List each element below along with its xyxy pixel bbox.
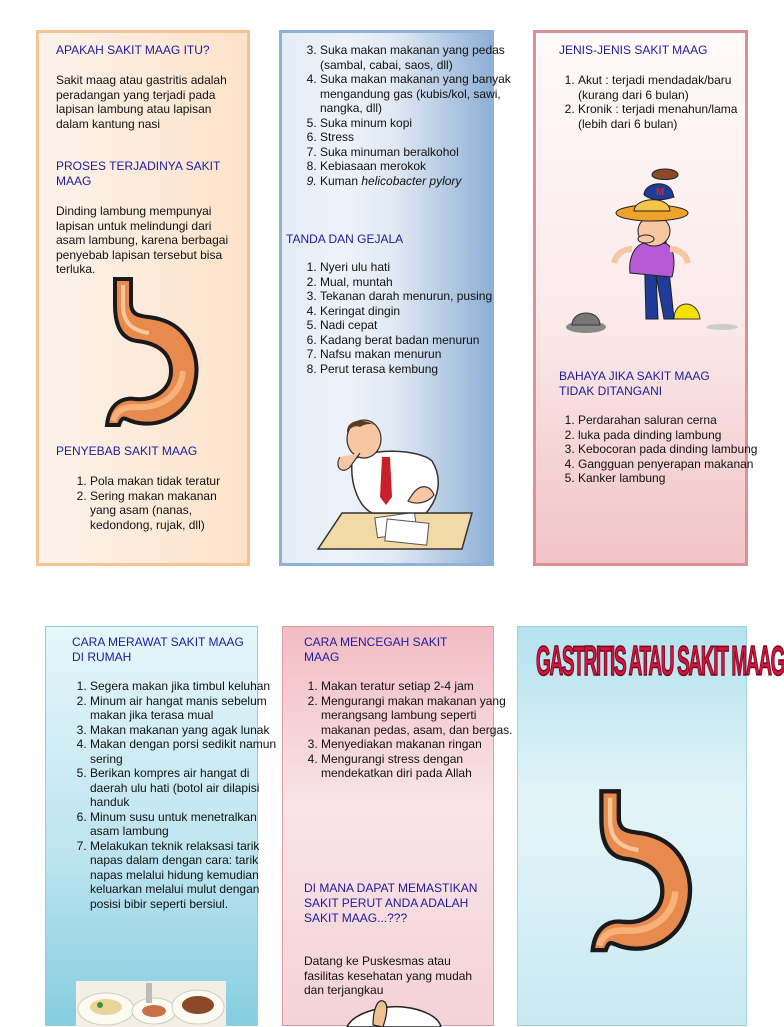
text-proses: Dinding lambung mempunyai lapisan untuk melindungi dari asam lambung, karena berbagai penyebab lapisan tersebut bisa terluka. (56, 204, 229, 276)
list-item: 1. Pola makan tidak teratur (90, 474, 245, 489)
list-item: 4. Mengurangi stress dengan mendekatkan diri pada Allah (321, 752, 517, 781)
list-item: 3. Suka makan makanan yang pedas (sambal, cabai, saos, dll) (320, 43, 516, 72)
list-item: 7. Suka minuman beralkohol (320, 145, 516, 160)
list-item: 8. Kebiasaan merokok (320, 159, 516, 174)
list-item: 9. Kuman helicobacter pylory (320, 174, 516, 189)
heading-cara-mencegah: CARA MENCEGAH SAKIT MAAG (304, 635, 448, 664)
list-causes-continued (286, 43, 516, 188)
list-item: 2. Mengurangi makan makanan yang merangsang lambung seperti makanan pedas, asam, dan bergas. (321, 694, 517, 738)
list-item: 5. Suka minum kopi (320, 116, 516, 131)
list-types (544, 73, 768, 131)
list-item: 5. Kanker lambung (578, 471, 768, 486)
panel-prevention (282, 626, 513, 1026)
text-puskesmas: Datang ke Puskesmas atau fasilitas kesehatan yang mudah dan terjangkau (304, 954, 473, 997)
heading-apakah: APAKAH SAKIT MAAG ITU? (56, 43, 210, 57)
panel-home-care (45, 626, 277, 1026)
heading-cara-merawat: CARA MERAWAT SAKIT MAAG DI RUMAH (72, 635, 244, 664)
list-symptoms (286, 260, 516, 376)
confused-man-illustration (562, 169, 742, 349)
list-item: 6. Minum susu untuk menetralkan asam lambung (90, 810, 280, 839)
panel-cover (517, 626, 784, 1026)
heading-jenis: JENIS-JENIS SAKIT MAAG (559, 43, 708, 57)
list-item: 3. Kebocoran pada dinding lambung (578, 442, 768, 457)
text-definition: Sakit maag atau gastritis adalah peradangan yang terjadi pada lapisan lambung atau lapisan dalam kantung nasi (56, 73, 227, 131)
list-item: 4. Gangguan penyerapan makanan (578, 457, 768, 472)
list-item: 6. Stress (320, 130, 516, 145)
cover-title-wrap (536, 637, 784, 709)
list-item: 2. Minum air hangat manis sebelum makan jika terasa mual (90, 694, 280, 723)
food-plates-illustration (76, 981, 226, 1027)
stomach-illustration-1 (101, 275, 211, 435)
list-item: 3. Menyediakan makanan ringan (321, 737, 517, 752)
list-dangers (544, 413, 768, 486)
list-item: 2. luka pada dinding lambung (578, 428, 768, 443)
list-item: 5. Nadi cepat (320, 318, 516, 333)
list-item: 2. Mual, muntah (320, 275, 516, 290)
list-item: 1. Segera makan jika timbul keluhan (90, 679, 280, 694)
heading-tanda: TANDA DAN GEJALA (286, 232, 404, 246)
list-item: 5. Berikan kompres air hangat di daerah ulu hati (botol air dilapisi handuk (90, 766, 280, 810)
heading-di-mana: DI MANA DAPAT MEMASTIKAN SAKIT PERUT ANDA ADALAH SAKIT MAAG...??? (304, 881, 478, 925)
panel-what-is-maag (36, 30, 250, 566)
list-item: 4. Keringat dingin (320, 304, 516, 319)
cover-title: GASTRITIS ATAU SAKIT MAAG (536, 637, 784, 684)
list-item: 1. Perdarahan saluran cerna (578, 413, 768, 428)
list-item: 7. Melakukan teknik relaksasi tarik napas dalam dengan cara: tarik napas melalui hidung kemudian keluarkan melalui mulut dengan posisi bibir seperti bersiul. (90, 839, 280, 912)
list-item: 6. Kadang berat badan menurun (320, 333, 516, 348)
heading-penyebab: PENYEBAB SAKIT MAAG (56, 444, 198, 458)
clipart-partial (343, 995, 443, 1027)
list-item: 4. Suka makan makanan yang banyak mengandung gas (kubis/kol, sawi, nangka, dll) (320, 72, 516, 116)
list-item: 3. Tekanan darah menurun, pusing (320, 289, 516, 304)
list-causes (56, 474, 245, 532)
list-item: 1. Nyeri ulu hati (320, 260, 516, 275)
heading-proses: PROSES TERJADINYA SAKIT MAAG (56, 159, 221, 188)
list-prevention (287, 679, 517, 781)
list-item: 2. Kronik : terjadi menahun/lama (lebih dari 6 bulan) (578, 102, 768, 131)
heading-bahaya: BAHAYA JIKA SAKIT MAAG TIDAK DITANGANI (559, 369, 710, 398)
panel-types-dangers (533, 30, 758, 566)
list-item: 4. Makan dengan porsi sedikit namun sering (90, 737, 280, 766)
svg-text:M: M (656, 187, 665, 198)
list-home-care (56, 679, 280, 911)
list-item: 7. Nafsu makan menurun (320, 347, 516, 362)
tired-man-illustration (316, 417, 476, 557)
list-item: 2. Sering makan makanan yang asam (nanas, kedondong, rujak, dll) (90, 489, 245, 533)
panel-causes-symptoms (279, 30, 511, 566)
list-item: 1. Makan teratur setiap 2-4 jam (321, 679, 517, 694)
stomach-illustration-2 (586, 787, 706, 961)
list-item: 3. Makan makanan yang agak lunak (90, 723, 280, 738)
list-item: 8. Perut terasa kembung (320, 362, 516, 377)
list-item: 1. Akut : terjadi mendadak/baru (kurang dari 6 bulan) (578, 73, 768, 102)
